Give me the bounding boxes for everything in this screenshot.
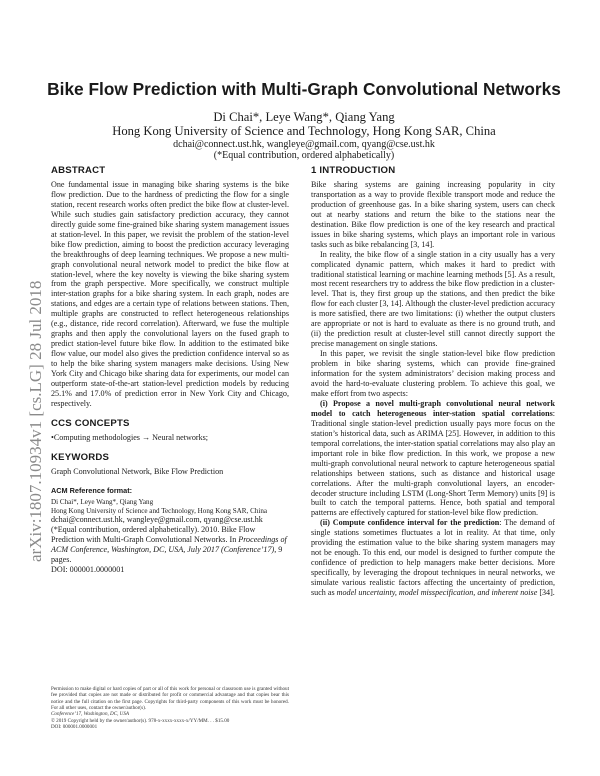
permission-footnote	[51, 686, 289, 730]
acm-reference-authors: Di Chai*, Leye Wang*, Qiang Yang	[51, 498, 154, 507]
abstract-text: One fundamental issue in managing bike sharing systems is the bike flow prediction. Due to the hardness of predicting the flow for a single station, recent research works often predict the bike flow at cluster-level. While such studies gain satisfactory prediction accuracy, they cannot directly guide some fine-grained bike sharing system management issues at station-level. In this paper, we revisit the problem of the station-level bike flow prediction, aiming to boost the prediction accuracy leveraging the breakthroughs of deep learning techniques. We propose a new multi-graph convolutional neural network model to predict the bike flow at station-level, where the key novelty is viewing the bike sharing system from the graph perspective. More specifically, we construct multiple inter-station graphs for a bike sharing system. In each graph, nodes are stations, and edges are a certain type of relations between stations. Then, multiple graphs are constructed to reflect heterogeneous relationships (e.g., distance, ride record correlation). Afterward, we fuse the multiple graphs and then apply the convolutional layers on the fused graph to predict station-level future bike flow. In addition to the estimated bike flow value, our model also gives the prediction confidence interval so as to help the bike sharing system managers make decisions. Using New York City and Chicago bike sharing data for experiments, our model can outperform state-of-the-art station-level prediction models by reducing 25.1% and 17.0% of prediction error in New York City and Chicago, respectively.	[51, 179, 289, 408]
equal-contribution-note: (*Equal contribution, ordered alphabetically)	[213, 149, 395, 161]
ccs-text: •Computing methodologies → Neural networks;	[51, 432, 209, 442]
intro-paragraph-3: In this paper, we revisit the single station-level bike flow prediction problem in bike sharing systems, which can provide fine-grained information for the system administrators’ decision making process and avoid the hard-to-evaluate clustering problem. To achieve this goal, we make effort from two aspects:	[311, 349, 555, 398]
arxiv-stamp	[6, 200, 45, 562]
permission-doi: DOI: 000001.0000001	[51, 724, 98, 731]
acm-reference	[51, 487, 289, 575]
author-emails: dchai@connect.ust.hk, wangleye@gmail.com, qyang@cse.ust.hk	[173, 138, 435, 150]
contribution-2-title: (ii) Compute confidence interval for the prediction	[320, 518, 500, 528]
acm-reference-heading: ACM Reference format:	[51, 485, 133, 495]
intro-heading: 1 INTRODUCTION	[311, 165, 396, 176]
acm-reference-doi: DOI: 000001.0000001	[51, 565, 125, 574]
acm-reference-affiliation: Hong Kong University of Science and Technology, Hong Kong SAR, China	[51, 506, 268, 515]
permission-copyright: © 2019 Copyright held by the owner/author(s). 978-x-xxxx-xxxx-x/YY/MM. . . $15.00	[51, 717, 230, 724]
author-block	[44, 111, 564, 161]
right-column	[311, 166, 555, 598]
intro-paragraph-5: (ii) Compute confidence interval for the prediction: The demand of single stations sometimes fluctuates a lot in reality. At that time, only providing the estimation value to the bike sharing system managers may not be enough. To this end, our model is designed to further compute the confidence of prediction to help managers make better decisions. More specifically, by leveraging the dropout techniques in neural networks, we simulate various realistic factors affecting the uncertainty of prediction, such as model uncertainty, model misspecification, and inherent noise [34].	[311, 518, 555, 598]
keywords-heading: KEYWORDS	[51, 451, 110, 463]
contribution-1-title: (i) Propose a novel multi-graph convolutional neural network model to catch heterogeneous inter-station spatial correlations	[311, 398, 555, 418]
intro-paragraph-2: In reality, the bike flow of a single station in a city usually has a very complicated dynamic pattern, which makes it hard to predict with traditional statistical learning or machine learning methods [5]. As a result, most recent researchers try to address the bike flow prediction in a cluster-level. That is, they first group up the stations, and then predict the bike flow for each cluster [3, 14]. Although the cluster-level prediction accuracy is more satisfied, there are two limitations: (i) whether the output clusters are appropriate or not is hard to evaluate as there is no ground truth, and (ii) the prediction result at cluster-level still cannot directly support the precise management on single stations.	[311, 249, 555, 349]
permission-text: Permission to make digital or hard copies of part or all of this work for personal or classroom use is granted without fee provided that copies are not made or distributed for profit or commercial advantage and that copies bear this notice and the full citation on the first page. Copyrights for third-party components of this work must be honored. For all other uses, contact the owner/author(s).	[51, 686, 289, 712]
affiliation: Hong Kong University of Science and Technology, Hong Kong SAR, China	[112, 123, 496, 138]
intro-paragraph-4: (i) Propose a novel multi-graph convolutional neural network model to catch heterogeneous inter-station spatial correlations: Traditional single station-level prediction usually pays more focus on the station’s historical data, such as ARIMA [25]. However, in addition to this temporal correlations, the inter-station spatial correlations may also play an important role in bike flow prediction. In this work, we propose a new multi-graph convolutional neural network to capture heterogeneous spatial relationships between stations, such as distance and historical usage correlations. After the multi-graph convolutional layers, an encoder-decoder structure including LSTM (Long-Short Term Memory) units [9] is built to catch the temporal patterns. Hence, both spatial and temporal patterns are effectively captured for station-level bike flow prediction.	[311, 398, 555, 518]
ccs-heading: CCS CONCEPTS	[51, 417, 130, 429]
acm-reference-citation: dchai@connect.ust.hk, wangleye@gmail.com, qyang@cse.ust.hk (*Equal contribution, ordered alphabetically). 2010. Bike Flow Prediction with Multi-Graph Convolutional Networks. In Proceedings of ACM Conference, Washington, DC, USA, July 2017 (Conference’17), 9 pages.	[51, 515, 287, 565]
left-column	[51, 166, 289, 575]
permission-conf: Conference’17, Washington, DC, USA	[51, 711, 130, 718]
paper-title: Bike Flow Prediction with Multi-Graph Convolutional Networks	[47, 79, 561, 99]
abstract-heading: ABSTRACT	[51, 165, 106, 176]
arxiv-id: arXiv:1807.10934v1 [cs.LG] 28 Jul 2018	[26, 280, 45, 562]
intro-paragraph-1: Bike sharing systems are gaining increasing popularity in city transportation as a way to provide flexible transport mode and reduce the production of greenhouse gas. In a bike sharing system, users can check out at nearby stations and return the bike to the stations near the destination. Bike flow prediction is one of the key research and practical issues in bike sharing systems, which plays an important role in various tasks such as bike rebalancing [3, 14].	[311, 179, 555, 249]
acm-reference-venue: Proceedings of ACM Conference, Washington, DC, USA, July 2017 (Conference’17)	[51, 535, 287, 555]
author-names: Di Chai*, Leye Wang*, Qiang Yang	[213, 110, 395, 124]
keywords-text: Graph Convolutional Network, Bike Flow Prediction	[51, 466, 224, 476]
